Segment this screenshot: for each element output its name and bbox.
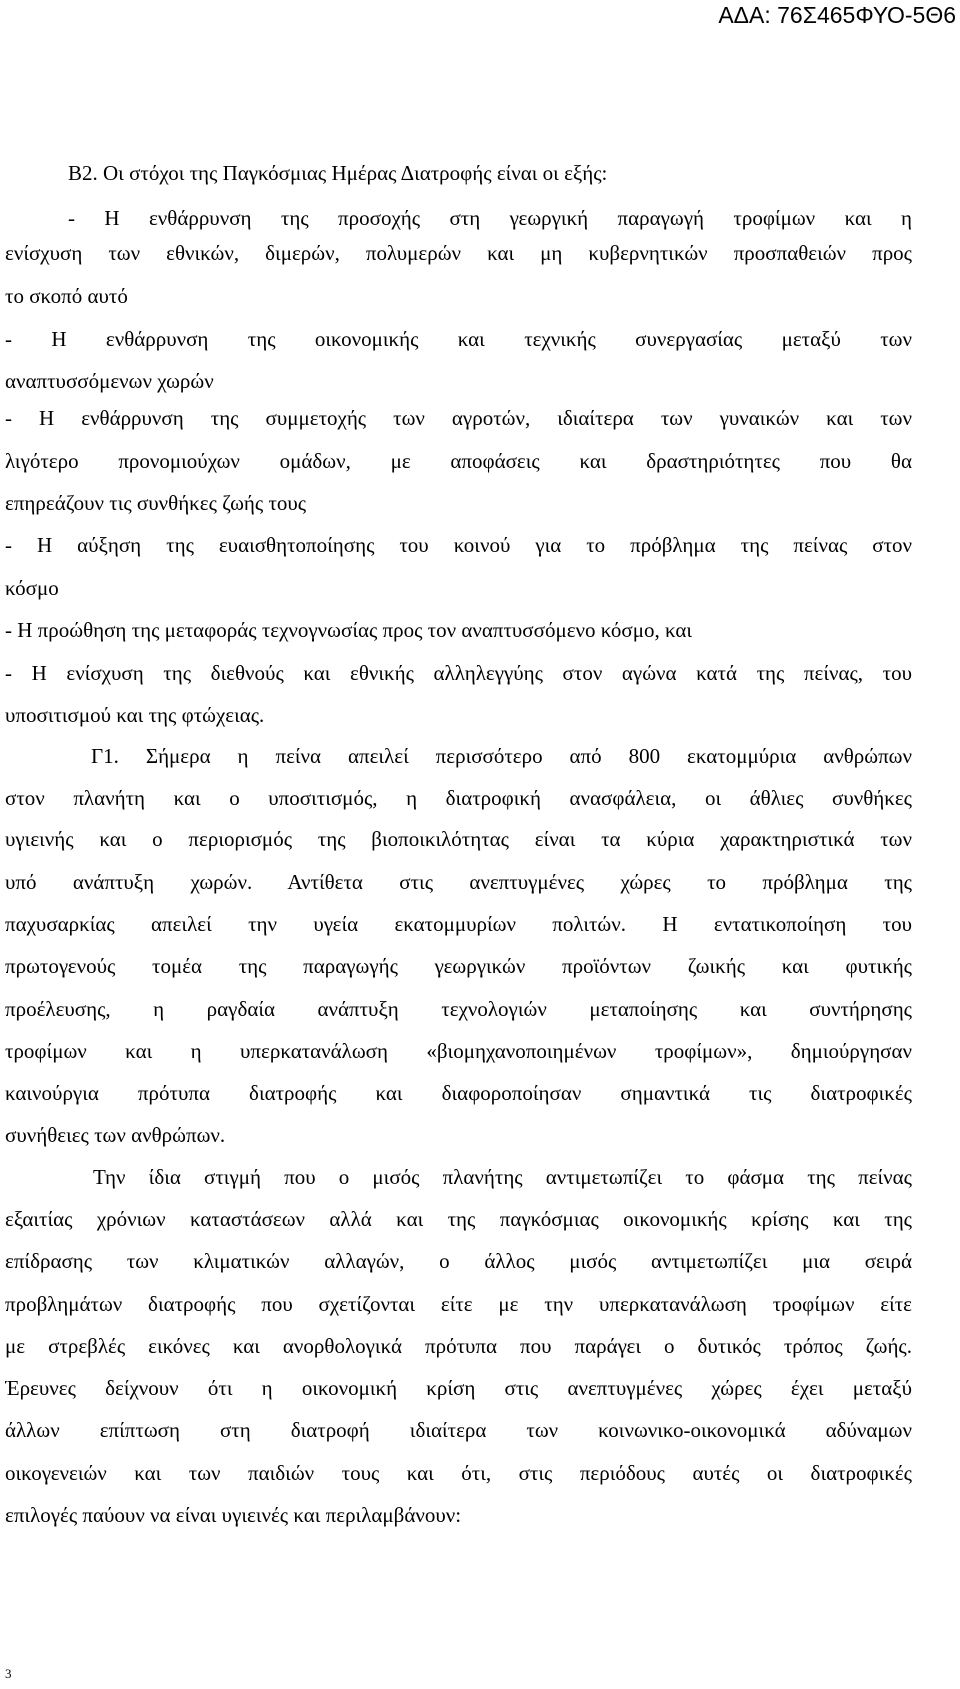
text-line: προβλημάτων διατροφής που σχετίζονται είτε με την υπερκατανάλωση τροφίμων είτε	[5, 1292, 912, 1316]
text-line: συνήθειες των ανθρώπων.	[5, 1123, 226, 1147]
text-line: το σκοπό αυτό	[5, 284, 128, 308]
text-line: επιλογές παύουν να είναι υγιεινές και περιλαμβάνουν:	[5, 1503, 462, 1527]
text-line: καινούργια πρότυπα διατροφής και διαφοροποίησαν σημαντικά τις διατροφικές	[5, 1081, 912, 1105]
text-line: προέλευσης, η ραγδαία ανάπτυξη τεχνολογιών μεταποίησης και συντήρησης	[5, 997, 912, 1021]
text-line: επίδρασης των κλιματικών αλλαγών, ο άλλος μισός αντιμετωπίζει μια σειρά	[5, 1249, 912, 1273]
text-line: υγιεινής και ο περιορισμός της βιοποικιλότητας είναι τα κύρια χαρακτηριστικά των	[5, 827, 912, 851]
text-line: λιγότερο προνομιούχων ομάδων, με αποφάσεις και δραστηριότητες που θα	[5, 449, 912, 473]
text-line: - Η προώθηση της μεταφοράς τεχνογνωσίας προς τον αναπτυσσόμενο κόσμο, και	[5, 618, 693, 642]
text-line: ενίσχυση των εθνικών, διμερών, πολυμερών και μη κυβερνητικών προσπαθειών προς	[5, 241, 912, 265]
text-line: - Η ενθάρρυνση της οικονομικής και τεχνικής συνεργασίας μεταξύ των	[5, 327, 912, 351]
text-line: με στρεβλές εικόνες και ανορθολογικά πρότυπα που παράγει ο δυτικός τρόπος ζωής.	[5, 1334, 912, 1358]
text-line: κόσμο	[5, 576, 59, 600]
text-line: τροφίμων και η υπερκατανάλωση «βιομηχανοποιημένων τροφίμων», δημιούργησαν	[5, 1039, 912, 1063]
text-line: στον πλανήτη και ο υποσιτισμός, η διατροφική ανασφάλεια, οι άθλιες συνθήκες	[5, 786, 912, 810]
text-line: - Η ενθάρρυνση της συμμετοχής των αγροτών, ιδιαίτερα των γυναικών και των	[5, 406, 912, 430]
text-line: πρωτογενούς τομέα της παραγωγής γεωργικών προϊόντων ζωικής και φυτικής	[5, 954, 912, 978]
text-line: υπό ανάπτυξη χωρών. Αντίθετα στις ανεπτυγμένες χώρες το πρόβλημα της	[5, 870, 912, 894]
text-line: Β2. Οι στόχοι της Παγκόσμιας Ημέρας Διατροφής είναι οι εξής:	[68, 161, 608, 185]
ada-code: ΑΔΑ: 76Σ465ΦΥΟ-5Θ6	[718, 2, 956, 28]
text-line: Γ1. Σήμερα η πείνα απειλεί περισσότερο από 800 εκατομμύρια ανθρώπων	[91, 744, 912, 768]
text-line: υποσιτισμού και της φτώχειας.	[5, 703, 265, 727]
text-line: παχυσαρκίας απειλεί την υγεία εκατομμυρίων πολιτών. Η εντατικοποίηση του	[5, 912, 912, 936]
text-line: άλλων επίπτωση στη διατροφή ιδιαίτερα των κοινωνικο-οικονομικά αδύναμων	[5, 1418, 912, 1442]
text-line: επηρεάζουν τις συνθήκες ζωής τους	[5, 491, 307, 515]
text-line: - Η ενθάρρυνση της προσοχής στη γεωργική παραγωγή τροφίμων και η	[68, 206, 912, 230]
text-line: Την ίδια στιγμή που ο μισός πλανήτης αντιμετωπίζει το φάσμα της πείνας	[93, 1165, 912, 1189]
text-line: οικογενειών και των παιδιών τους και ότι, στις περιόδους αυτές οι διατροφικές	[5, 1461, 912, 1485]
text-line: εξαιτίας χρόνιων καταστάσεων αλλά και της παγκόσμιας οικονομικής κρίσης και της	[5, 1207, 912, 1231]
text-line: Έρευνες δείχνουν ότι η οικονομική κρίση στις ανεπτυγμένες χώρες έχει μεταξύ	[5, 1376, 912, 1400]
page-number: 3	[5, 1666, 12, 1681]
text-line: αναπτυσσόμενων χωρών	[5, 369, 214, 393]
text-line: - Η αύξηση της ευαισθητοποίησης του κοινού για το πρόβλημα της πείνας στον	[5, 533, 912, 557]
text-line: - Η ενίσχυση της διεθνούς και εθνικής αλληλεγγύης στον αγώνα κατά της πείνας, του	[5, 661, 912, 685]
